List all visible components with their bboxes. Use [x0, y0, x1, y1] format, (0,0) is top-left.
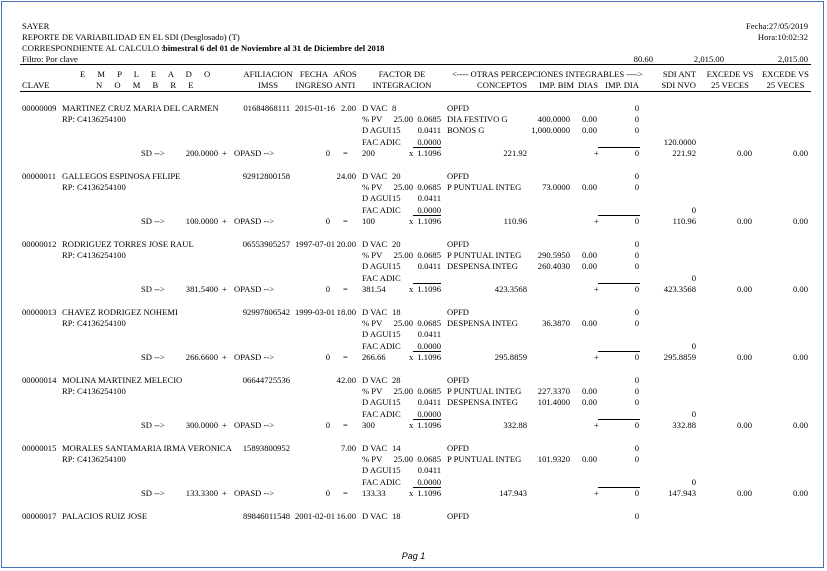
dagui-factor: 0.0411 [417, 465, 441, 475]
factor-value: 1.1096 [417, 216, 441, 226]
concepto-imp-bim: 260.4030 [537, 261, 570, 271]
dvac-label: D VAC [362, 171, 388, 181]
param-tope-1: 2,015.00 [693, 54, 724, 64]
dagui-factor: 0.0411 [417, 397, 441, 407]
pv-label: % PV [362, 250, 383, 260]
dagui-label: D AGUI [362, 397, 392, 407]
opasd-arrow-label: OPASD --> [234, 284, 275, 294]
result-value: 332.88 [503, 420, 527, 430]
opasd-value: 0 [325, 148, 330, 158]
col-fecha: FECHA [299, 69, 329, 79]
plus-total-value: 0 [634, 148, 639, 158]
employee-fecha-ingreso: 1997-07-01 [295, 239, 336, 249]
sdi-ant: 0 [691, 477, 696, 487]
plus-sign: + [222, 420, 227, 430]
concepto-name: BONOS G [447, 125, 485, 135]
concepto-imp-bim: 101.9320 [537, 454, 570, 464]
opasd-value: 0 [325, 488, 330, 498]
equals-sign: = [343, 352, 348, 362]
result-value: 147.943 [499, 488, 527, 498]
col-nombre: N O M B R E [96, 80, 199, 90]
concepto-dias: 0.00 [581, 397, 597, 407]
sdi-nvo-value: 423.3568 [663, 284, 696, 294]
dagui-factor: 0.0411 [417, 329, 441, 339]
sdi-nvo-value: 110.96 [672, 216, 696, 226]
dvac-label: D VAC [362, 307, 388, 317]
excede-2-value: 0.00 [792, 420, 808, 430]
pv-label: % PV [362, 386, 383, 396]
excede-1-value: 0.00 [736, 284, 752, 294]
excede-1-value: 0.00 [736, 216, 752, 226]
employee-name: GALLEGOS ESPINOSA FELIPE [62, 171, 181, 181]
employee-afiliacion: 06553905257 [242, 239, 290, 249]
sdi-ant: 0 [691, 341, 696, 351]
concepto-imp-bim: 73.0000 [542, 182, 570, 192]
pv-percent: 25.00 [393, 250, 413, 260]
dvac-label: D VAC [362, 239, 388, 249]
concepto-imp-dia: 0 [634, 250, 639, 260]
sd-value: 300.0000 [185, 420, 218, 430]
employee-name: PALACIOS RUIZ JOSE [62, 511, 148, 521]
employee-afiliacion: 92912800158 [242, 171, 290, 181]
employee-antiguedad: 18.00 [336, 307, 356, 317]
col-clave: CLAVE [22, 80, 50, 90]
fac-adic-value: 0.0000 [417, 205, 441, 215]
pv-label: % PV [362, 114, 383, 124]
dvac-value: 20 [392, 171, 401, 181]
plus-total-value: 0 [634, 352, 639, 362]
dagui-label: D AGUI [362, 125, 392, 135]
fac-adic-label: FAC ADIC [362, 137, 401, 147]
fac-adic-label: FAC ADIC [362, 477, 401, 487]
concepto-name: OPFD [447, 511, 469, 521]
times-sign: x [409, 148, 414, 158]
plus-total-value: 0 [634, 284, 639, 294]
col-excede-2: EXCEDE VS [762, 69, 809, 79]
col-imp-bim: IMP. BIM [539, 80, 574, 90]
dagui-value: 15 [392, 193, 401, 203]
col-ingreso: INGRESO [295, 80, 333, 90]
plus-sign: + [594, 216, 599, 226]
concepto-imp-dia: 0 [634, 454, 639, 464]
concepto-imp-dia: 0 [634, 182, 639, 192]
concepto-name: DESPENSA INTEG [447, 318, 518, 328]
imp-dia-total-rule [598, 351, 640, 352]
result-value: 221.92 [503, 148, 527, 158]
imp-dia-total-rule [598, 487, 640, 488]
employee-clave: 00000014 [22, 375, 57, 385]
plus-sign: + [594, 488, 599, 498]
excede-1-value: 0.00 [736, 488, 752, 498]
dagui-value: 15 [392, 261, 401, 271]
fac-adic-label: FAC ADIC [362, 409, 401, 419]
sdi-ant: 0 [691, 409, 696, 419]
sd-arrow-label: SD --> [141, 488, 165, 498]
concepto-imp-dia: 0 [634, 397, 639, 407]
dvac-value: 18 [392, 511, 401, 521]
dvac-value: 20 [392, 239, 401, 249]
employee-antiguedad: 42.00 [336, 375, 356, 385]
sdi-nvo-value: 332.88 [672, 420, 696, 430]
col-sdi-nvo: SDI NVO [661, 80, 696, 90]
concepto-name: OPFD [447, 171, 469, 181]
plus-total-value: 0 [634, 216, 639, 226]
employee-clave: 00000012 [22, 239, 57, 249]
plus-sign: + [222, 352, 227, 362]
excede-2-value: 0.00 [792, 216, 808, 226]
employee-clave: 00000015 [22, 443, 57, 453]
employee-fecha-ingreso: 1999-03-01 [295, 307, 336, 317]
concepto-name: DIA FESTIVO G [447, 114, 508, 124]
concepto-name: OPFD [447, 443, 469, 453]
employee-afiliacion: 92997806542 [242, 307, 290, 317]
fac-adic-value: 0.0000 [417, 409, 441, 419]
opasd-arrow-label: OPASD --> [234, 488, 275, 498]
dvac-label: D VAC [362, 103, 388, 113]
header-rule-bottom [20, 91, 811, 92]
concepto-imp-dia: 0 [634, 318, 639, 328]
times-sign: x [409, 216, 414, 226]
excede-2-value: 0.00 [792, 488, 808, 498]
plus-total-value: 0 [634, 420, 639, 430]
col-integracion: INTEGRACION [372, 80, 432, 90]
col-imss: IMSS [257, 80, 279, 90]
concepto-dias: 0.00 [581, 261, 597, 271]
opasd-value: 0 [325, 284, 330, 294]
col-dias: DIAS [577, 80, 598, 90]
base-value: 381.54 [362, 284, 386, 294]
employee-name: MORALES SANTAMARIA IRMA VERONICA [62, 443, 232, 453]
excede-1-value: 0.00 [736, 420, 752, 430]
pv-percent: 25.00 [393, 386, 413, 396]
plus-sign: + [222, 284, 227, 294]
col-veces-1: 25 VECES [711, 80, 749, 90]
base-value: 300 [362, 420, 375, 430]
pv-factor: 0.0685 [417, 318, 441, 328]
sdi-ant: 0 [691, 273, 696, 283]
imp-dia-total-rule [598, 283, 640, 284]
concepto-imp-bim: 290.5950 [537, 250, 570, 260]
dvac-value: 14 [392, 443, 401, 453]
equals-sign: = [343, 148, 348, 158]
plus-sign: + [594, 352, 599, 362]
report-date: Fecha:27/05/2019 [745, 21, 808, 31]
dagui-label: D AGUI [362, 329, 392, 339]
employee-registro-patronal: RP: C4136254100 [62, 454, 126, 464]
equals-sign: = [343, 284, 348, 294]
concepto-name: OPFD [447, 375, 469, 385]
employee-name: MOLINA MARTINEZ MELECIO [62, 375, 183, 385]
opasd-arrow-label: OPASD --> [234, 352, 275, 362]
concepto-dias: 0.00 [581, 182, 597, 192]
base-value: 100 [362, 216, 375, 226]
dvac-label: D VAC [362, 511, 388, 521]
dvac-label: D VAC [362, 375, 388, 385]
report-time: Hora:10:02:32 [757, 32, 808, 42]
concepto-name: OPFD [447, 239, 469, 249]
dagui-factor: 0.0411 [417, 261, 441, 271]
concepto-dias: 0.00 [581, 318, 597, 328]
concepto-imp-dia: 0 [634, 443, 639, 453]
dagui-value: 15 [392, 125, 401, 135]
concepto-imp-bim: 1,000.0000 [531, 125, 570, 135]
employee-antiguedad: 7.00 [340, 443, 356, 453]
concepto-imp-dia: 0 [634, 114, 639, 124]
fac-adic-label: FAC ADIC [362, 341, 401, 351]
plus-sign: + [594, 148, 599, 158]
employee-registro-patronal: RP: C4136254100 [62, 182, 126, 192]
employee-registro-patronal: RP: C4136254100 [62, 386, 126, 396]
concepto-name: OPFD [447, 103, 469, 113]
base-value: 266.66 [362, 352, 386, 362]
concepto-imp-dia: 0 [634, 103, 639, 113]
dagui-value: 15 [392, 329, 401, 339]
concepto-dias: 0.00 [581, 125, 597, 135]
plus-sign: + [594, 284, 599, 294]
sd-arrow-label: SD --> [141, 284, 165, 294]
concepto-imp-dia: 0 [634, 386, 639, 396]
concepto-name: OPFD [447, 307, 469, 317]
base-value: 200 [362, 148, 375, 158]
concepto-imp-dia: 0 [634, 125, 639, 135]
excede-2-value: 0.00 [792, 284, 808, 294]
pv-factor: 0.0685 [417, 454, 441, 464]
concepto-name: P PUNTUAL INTEG [447, 182, 522, 192]
sdi-nvo-value: 221.92 [672, 148, 696, 158]
imp-dia-total-rule [598, 147, 640, 148]
plus-total-value: 0 [634, 488, 639, 498]
plus-sign: + [222, 216, 227, 226]
employee-afiliacion: 01684868111 [243, 103, 290, 113]
concepto-imp-bim: 227.3370 [537, 386, 570, 396]
employee-clave: 00000009 [22, 103, 57, 113]
opasd-arrow-label: OPASD --> [234, 148, 275, 158]
col-anos: AÑOS [333, 69, 357, 79]
pv-percent: 25.00 [393, 114, 413, 124]
employee-name: CHAVEZ RODRIGEZ NOHEMI [62, 307, 178, 317]
excede-2-value: 0.00 [792, 352, 808, 362]
pv-label: % PV [362, 182, 383, 192]
concepto-name: P PUNTUAL INTEG [447, 454, 522, 464]
col-sdi-ant: SDI ANT [662, 69, 696, 79]
col-imp-dia: IMP. DIA [605, 80, 639, 90]
period-label: CORRESPONDIENTE AL CALCULO : [22, 43, 164, 53]
employee-afiliacion: 06644725536 [242, 375, 290, 385]
factor-value: 1.1096 [417, 420, 441, 430]
dvac-label: D VAC [362, 443, 388, 453]
col-empleado: E M P L E A D O [80, 69, 216, 79]
concepto-imp-dia: 0 [634, 511, 639, 521]
concepto-dias: 0.00 [581, 454, 597, 464]
factor-value: 1.1096 [417, 488, 441, 498]
param-tope-2: 2,015.00 [777, 54, 808, 64]
employee-afiliacion: 15893800952 [242, 443, 290, 453]
col-veces-2: 25 VECES [766, 80, 805, 90]
concepto-imp-bim: 36.3870 [542, 318, 570, 328]
employee-clave: 00000011 [22, 171, 57, 181]
col-otras-percepciones: <---- OTRAS PERCEPCIONES INTEGRABLES ----> [452, 69, 643, 79]
base-value: 133.33 [362, 488, 386, 498]
result-value: 423.3568 [494, 284, 527, 294]
pv-factor: 0.0685 [417, 250, 441, 260]
concepto-imp-bim: 400.0000 [537, 114, 570, 124]
dagui-factor: 0.0411 [417, 193, 441, 203]
header-rule-top [20, 64, 811, 65]
employee-antiguedad: 20.00 [336, 239, 356, 249]
param-factor: 80.60 [633, 54, 653, 64]
times-sign: x [409, 284, 414, 294]
factor-value: 1.1096 [417, 284, 441, 294]
sdi-ant: 0 [691, 205, 696, 215]
filter-label: Filtro: Por clave [22, 54, 78, 64]
fac-adic-value: 0.0000 [417, 137, 441, 147]
concepto-imp-dia: 0 [634, 261, 639, 271]
col-factor: FACTOR DE [378, 69, 426, 79]
sd-value: 100.0000 [185, 216, 218, 226]
sdi-nvo-value: 147.943 [668, 488, 696, 498]
concepto-imp-dia: 0 [634, 375, 639, 385]
company-name: SAYER [22, 21, 50, 31]
employee-name: MARTINEZ CRUZ MARIA DEL CARMEN [62, 103, 219, 113]
concepto-name: P PUNTUAL INTEG [447, 250, 522, 260]
concepto-name: DESPENSA INTEG [447, 261, 518, 271]
plus-sign: + [222, 488, 227, 498]
fac-adic-value: 0.0000 [417, 477, 441, 487]
employee-registro-patronal: RP: C4136254100 [62, 114, 126, 124]
employee-fecha-ingreso: 2001-02-01 [295, 511, 336, 521]
times-sign: x [409, 488, 414, 498]
employee-antiguedad: 24.00 [336, 171, 356, 181]
pv-label: % PV [362, 318, 383, 328]
report-title: REPORTE DE VARIABILIDAD EN EL SDI (Desglosado) (T) [22, 32, 240, 42]
imp-dia-total-rule [598, 215, 640, 216]
dagui-value: 15 [392, 465, 401, 475]
employee-clave: 00000017 [22, 511, 57, 521]
dagui-label: D AGUI [362, 193, 392, 203]
dagui-factor: 0.0411 [417, 125, 441, 135]
opasd-arrow-label: OPASD --> [234, 420, 275, 430]
employee-registro-patronal: RP: C4136254100 [62, 318, 126, 328]
employee-registro-patronal: RP: C4136254100 [62, 250, 126, 260]
dvac-value: 18 [392, 307, 401, 317]
pv-percent: 25.00 [393, 318, 413, 328]
concepto-name: P PUNTUAL INTEG [447, 386, 522, 396]
employee-clave: 00000013 [22, 307, 57, 317]
sdi-ant: 120.0000 [663, 137, 696, 147]
concepto-dias: 0.00 [581, 114, 597, 124]
result-value: 110.96 [503, 216, 527, 226]
concepto-name: DESPENSA INTEG [447, 397, 518, 407]
concepto-imp-dia: 0 [634, 239, 639, 249]
employee-fecha-ingreso: 2015-01-16 [295, 103, 336, 113]
sdi-nvo-value: 295.8859 [663, 352, 696, 362]
pv-factor: 0.0685 [417, 114, 441, 124]
period-value: bimestral 6 del 01 de Noviembre al 31 de Diciembre del 2018 [163, 43, 385, 53]
dagui-label: D AGUI [362, 261, 392, 271]
fac-adic-label: FAC ADIC [362, 205, 401, 215]
sd-value: 381.5400 [185, 284, 218, 294]
plus-sign: + [594, 420, 599, 430]
col-excede-1: EXCEDE VS [706, 69, 754, 79]
excede-2-value: 0.00 [792, 148, 808, 158]
concepto-dias: 0.00 [581, 386, 597, 396]
sd-value: 200.0000 [185, 148, 218, 158]
col-conceptos: CONCEPTOS [477, 80, 527, 90]
pv-factor: 0.0685 [417, 182, 441, 192]
dvac-value: 28 [392, 375, 401, 385]
sd-arrow-label: SD --> [141, 352, 165, 362]
opasd-value: 0 [325, 216, 330, 226]
sd-value: 133.3300 [185, 488, 218, 498]
opasd-value: 0 [325, 420, 330, 430]
concepto-imp-dia: 0 [634, 171, 639, 181]
fac-adic-label: FAC ADIC [362, 273, 401, 283]
equals-sign: = [343, 216, 348, 226]
opasd-value: 0 [325, 352, 330, 362]
imp-dia-total-rule [598, 419, 640, 420]
excede-1-value: 0.00 [736, 148, 752, 158]
col-anti: ANTI [334, 80, 356, 90]
concepto-dias: 0.00 [581, 250, 597, 260]
pv-label: % PV [362, 454, 383, 464]
page-number: Pag 1 [401, 551, 426, 561]
sd-arrow-label: SD --> [141, 148, 165, 158]
pv-percent: 25.00 [393, 182, 413, 192]
pv-factor: 0.0685 [417, 386, 441, 396]
plus-sign: + [222, 148, 227, 158]
equals-sign: = [343, 488, 348, 498]
employee-name: RODRIGUEZ TORRES JOSE RAUL [62, 239, 194, 249]
result-value: 295.8859 [494, 352, 527, 362]
factor-value: 1.1096 [417, 148, 441, 158]
fac-adic-value: 0.0000 [417, 341, 441, 351]
employee-antiguedad: 16.00 [336, 511, 356, 521]
concepto-imp-dia: 0 [634, 307, 639, 317]
times-sign: x [409, 420, 414, 430]
sd-arrow-label: SD --> [141, 420, 165, 430]
pv-percent: 25.00 [393, 454, 413, 464]
times-sign: x [409, 352, 414, 362]
excede-1-value: 0.00 [736, 352, 752, 362]
dvac-value: 8 [392, 103, 397, 113]
opasd-arrow-label: OPASD --> [234, 216, 275, 226]
equals-sign: = [343, 420, 348, 430]
sd-value: 266.6600 [185, 352, 218, 362]
dagui-label: D AGUI [362, 465, 392, 475]
employee-antiguedad: 2.00 [340, 103, 356, 113]
sd-arrow-label: SD --> [141, 216, 165, 226]
employee-afiliacion: 89846011548 [243, 511, 290, 521]
col-afiliacion: AFILIACION [243, 69, 293, 79]
concepto-imp-bim: 101.4000 [537, 397, 570, 407]
factor-value: 1.1096 [417, 352, 441, 362]
dagui-value: 15 [392, 397, 401, 407]
